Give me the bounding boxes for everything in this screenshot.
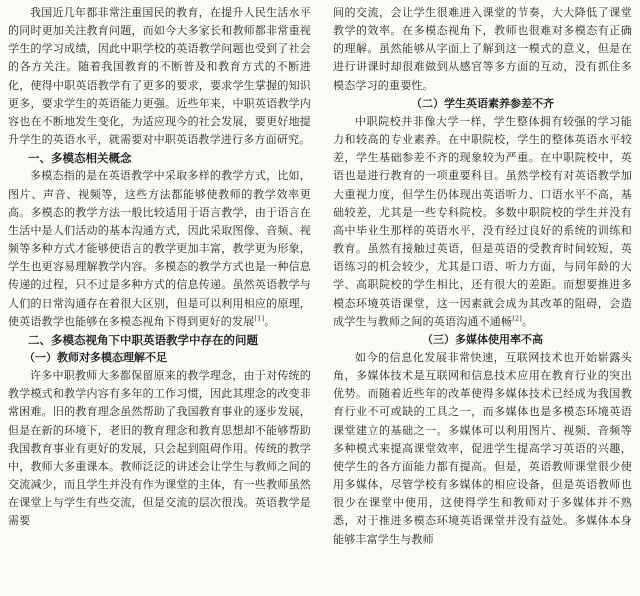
student-text-end: 。 [522,314,534,328]
student-text: 中职院校并非像大学一样，学生整体拥有较强的学习能力和较高的专业素养。在中职院校，学生的整体英语水平较差，学生基础参差不齐的现象较为严重。在中职院校中，英语也是进行教育的一项重要科目。虽然学校有对英语教学加大重视力度，但学生仍体现出英语听力、口语水平不高，基础较差，尤其是一些专科院校。多数中职院校的学生并没有高中毕业生那样的英语水平，没有经过良好的系统的训练和教育。虽然有接触过英语，但是英语的受教育时间较短，英语练习的机会较少，尤其是口语、听力方面，与同年龄的大学、高职院校的学生相比，还有很大的差距。而想要推进多模态环境英语课堂，这一因素就会成为其改革的阻碍，会造成学生与教师之间的英语沟通不通畅 [333,114,632,328]
concept-paragraph [8,167,311,330]
subsection-heading-2-2: （二）学生英语素养参差不齐 [411,96,554,110]
subsection-heading-2-1: （一）教师对多模态理解不足 [24,350,167,364]
subsection-heading-2-3: （三）多媒体使用率不高 [422,332,543,346]
citation-1: [1] [254,314,265,322]
section-heading-1: 一、多模态相关概念 [28,151,132,166]
teacher-paragraph: 许多中职教师大多都保留原来的教学理念，由于对传统的教学模式和教学内容有多年的工作习惯，因此其理念的改变非常困难。旧的教育理念虽然帮助了我国教育事业的逐步发展，但是在新的环境下，老旧的教育理念和教育思想却不能够帮助我国教育事业有更好的发展，只会起到阻碍作用。传统的教学中，教师大多重课本。教师泛泛的讲述会让学生与教师之间的交流减少，而且学生并没有作为课堂的主体，有一些教师虽然在课堂上与学生有些交流，但是交流的层次很浅。英语教学是需要 [8,369,311,528]
right-column [333,4,632,549]
intro-paragraph: 我国近几年都非常注重国民的教育，在提升人民生活水平的同时更加关注教育问题，而如今大多家长和教师都非常重视学生的学习成绩，因此中职学校的英语教学问题也受到了社会的各方关注。随着我国教育的不断普及和教育方式的不断进化，使得中职英语教学有了更多的要求，要求学生掌握的知识更多，要求学生的英语能力更强。近些年来，中职英语教学内容也在不断地发生变化，为适应现今的社会发展，要更好地提升学生的英语水平，就需要对中职英语教学进行多方面研究。 [8,6,311,147]
student-paragraph [333,113,632,331]
citation-2: [2] [512,314,523,322]
concept-text: 多模态指的是在英语教学中采取多样的教学方式，比如，图片、声音、视频等，这些方法都能够使教师的教学效率更高。多模态的教学方法一般比较适用于语言教学，由于语言在生活中是人们活动的基本沟通方式，因此采取图像、音频、视频等多种方式才能够使语言的教学更加丰富，教学更为形象，学生也更容易理解教学内容。多模态的教学方式也是一种信息传递的过程，只不过是多种方式的信息传递。虽然英语教学与人们的日常沟通存在着很大区别，但是可以利用相应的原理，使英语教学也能够在多模态视角下得到更好的发展 [8,169,311,328]
section-heading-2: 二、多模态视角下中职英语教学中存在的问题 [28,332,258,347]
continued-paragraph: 间的交流，会让学生很难进入课堂的节奏，大大降低了课堂教学的效率。在多模态视角下，教师也很难对多模态有正确的理解。虽然能够从字面上了解到这一模式的意义，但是在进行讲课时却很难做到从感官等多方面的互动，没有抓住多模态学习的重要性。 [333,6,632,92]
concept-text-end: 。 [264,314,276,328]
multimedia-paragraph: 如今的信息化发展非常快速，互联网技术也开始崭露头角，多媒体技术是互联网和信息技术应用在教育行业的突出优势。而随着近些年的改革使得多媒体技术已经成为我国教育行业不可或缺的工具之一，而多媒体也是多模态环境英语课堂建立的基础之一。多媒体可以利用图片、视频、音频等多种模式来提高课堂效率，促进学生提高学习英语的兴趣，使学生的各方面能力都有提高。但是，英语教师课堂很少使用多媒体，尽管学校有多媒体的相应设备，但是英语教师也很少在课堂中使用，这使得学生和教师对于多媒体并不熟悉，对于推进多模态环境英语课堂并没有益处。多媒体本身能够丰富学生与教师 [333,350,632,546]
left-column [8,4,311,531]
